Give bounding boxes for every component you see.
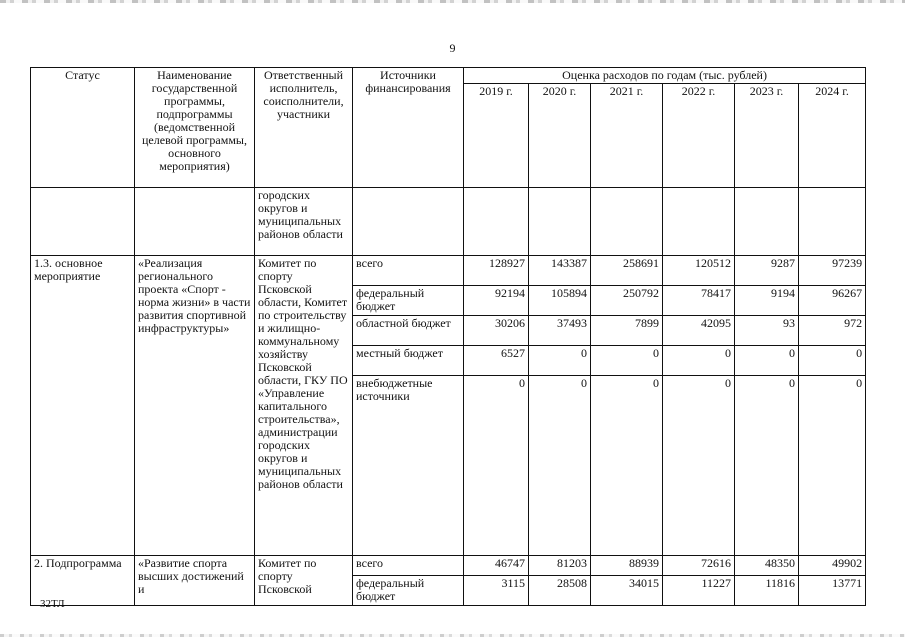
value-cell: 105894 (529, 286, 591, 316)
table-cell (31, 188, 135, 256)
value-cell: 120512 (663, 256, 735, 286)
page-number: 9 (449, 41, 456, 55)
value-cell: 30206 (464, 316, 529, 346)
executor-continued: городских округов и муниципальных районов области (255, 188, 353, 256)
value-cell: 9287 (735, 256, 799, 286)
value-cell: 0 (464, 376, 529, 556)
value-cell: 3115 (464, 576, 529, 606)
value-cell: 128927 (464, 256, 529, 286)
value-cell: 34015 (591, 576, 663, 606)
budget-table (30, 67, 866, 606)
section-program: «Развитие спорта высших достижений и (135, 556, 255, 606)
header-year: 2019 г. (464, 84, 529, 188)
table-cell (591, 188, 663, 256)
table-cell (799, 188, 866, 256)
value-cell: 0 (735, 376, 799, 556)
value-cell: 13771 (799, 576, 866, 606)
value-cell: 72616 (663, 556, 735, 576)
value-cell: 78417 (663, 286, 735, 316)
value-cell: 7899 (591, 316, 663, 346)
value-cell: 0 (529, 376, 591, 556)
source-label: внебюджетные источники (353, 376, 464, 556)
source-label: федеральный бюджет (353, 286, 464, 316)
source-label: всего (353, 256, 464, 286)
value-cell: 972 (799, 316, 866, 346)
value-cell: 0 (591, 376, 663, 556)
value-cell: 0 (591, 346, 663, 376)
table-cell (735, 188, 799, 256)
value-cell: 11227 (663, 576, 735, 606)
table-row-continuation (31, 188, 866, 256)
source-label: федеральный бюджет (353, 576, 464, 606)
value-cell: 0 (663, 346, 735, 376)
scan-edge-top (0, 0, 905, 3)
value-cell: 6527 (464, 346, 529, 376)
value-cell: 0 (799, 376, 866, 556)
source-label: местный бюджет (353, 346, 464, 376)
header-program: Наименование государственной программы, подпрограммы (ведомственной целевой программы, основного мероприятия) (135, 68, 255, 188)
value-cell: 0 (663, 376, 735, 556)
header-estimate: Оценка расходов по годам (тыс. рублей) (464, 68, 866, 84)
section-status: 1.3. основное мероприятие (31, 256, 135, 556)
value-cell: 97239 (799, 256, 866, 286)
table-cell (135, 188, 255, 256)
value-cell: 258691 (591, 256, 663, 286)
scan-edge-bottom (0, 634, 905, 637)
header-year: 2021 г. (591, 84, 663, 188)
value-cell: 42095 (663, 316, 735, 346)
value-cell: 0 (529, 346, 591, 376)
value-cell: 49902 (799, 556, 866, 576)
value-cell: 88939 (591, 556, 663, 576)
value-cell: 0 (799, 346, 866, 376)
header-status: Статус (31, 68, 135, 188)
value-cell: 11816 (735, 576, 799, 606)
table-row (31, 556, 866, 576)
value-cell: 81203 (529, 556, 591, 576)
value-cell: 46747 (464, 556, 529, 576)
table-row (31, 256, 866, 286)
value-cell: 48350 (735, 556, 799, 576)
section-program: «Реализация регионального проекта «Спорт - норма жизни» в части развития спортивной инфраструктуры» (135, 256, 255, 556)
table-header-row (31, 68, 866, 84)
source-label: всего (353, 556, 464, 576)
table-cell (663, 188, 735, 256)
footer-code: 32ТЛ (40, 598, 65, 610)
value-cell: 0 (735, 346, 799, 376)
header-year: 2023 г. (735, 84, 799, 188)
table-cell (529, 188, 591, 256)
value-cell: 93 (735, 316, 799, 346)
header-year: 2022 г. (663, 84, 735, 188)
header-year: 2020 г. (529, 84, 591, 188)
header-sources: Источники финансирования (353, 68, 464, 188)
section-executor: Комитет по спорту Псковской области, Комитет по строительству и жилищно-коммунальному хозяйству Псковской области, ГКУ ПО «Управление капитального строительства», администрации городских округов и муниципальных районов области (255, 256, 353, 556)
header-executor: Ответственный исполнитель, соисполнители, участники (255, 68, 353, 188)
table-cell (353, 188, 464, 256)
value-cell: 143387 (529, 256, 591, 286)
section-executor: Комитет по спорту Псковской (255, 556, 353, 606)
value-cell: 28508 (529, 576, 591, 606)
table-cell (464, 188, 529, 256)
header-year: 2024 г. (799, 84, 866, 188)
value-cell: 250792 (591, 286, 663, 316)
section-status: 2. Подпрограмма (31, 556, 135, 606)
value-cell: 37493 (529, 316, 591, 346)
source-label: областной бюджет (353, 316, 464, 346)
value-cell: 92194 (464, 286, 529, 316)
value-cell: 96267 (799, 286, 866, 316)
value-cell: 9194 (735, 286, 799, 316)
